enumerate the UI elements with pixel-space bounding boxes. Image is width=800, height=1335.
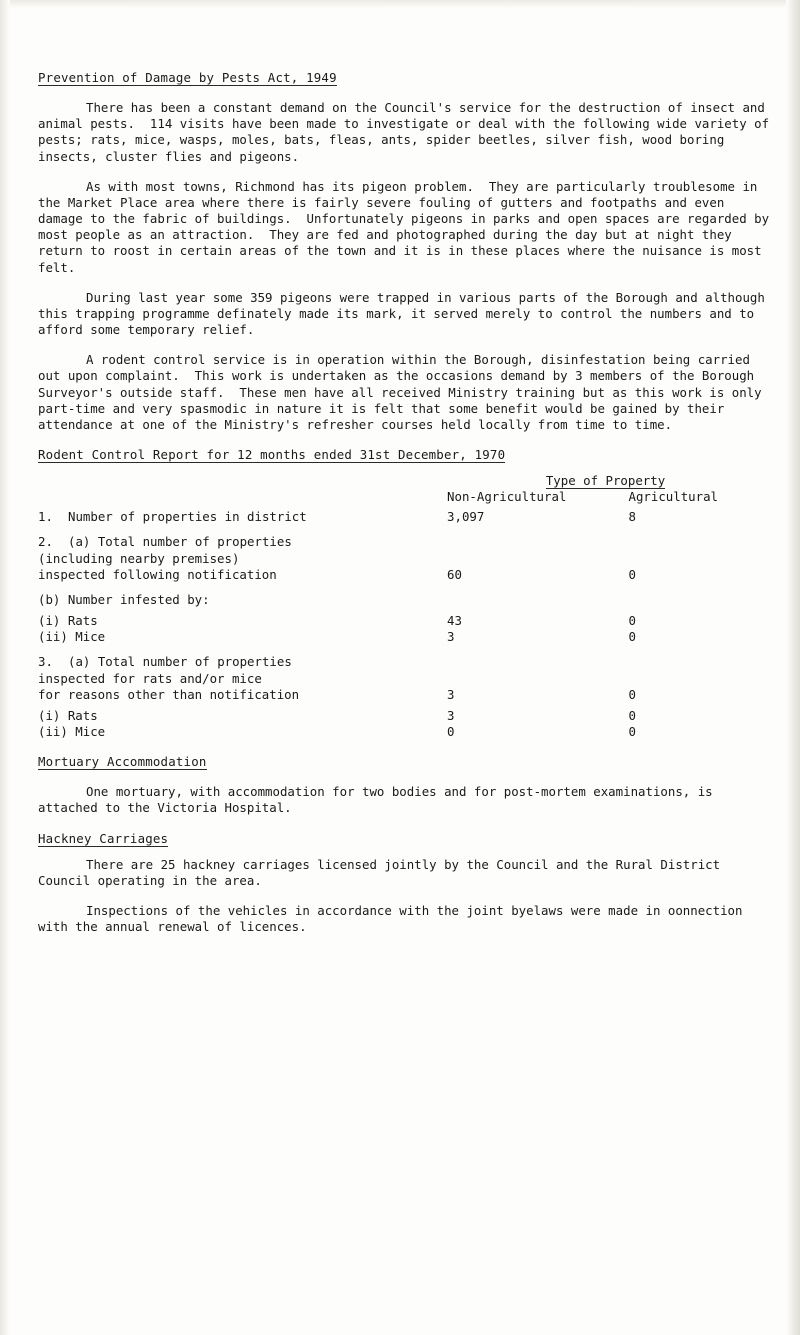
table-row-continuation <box>38 687 770 703</box>
table-header-agricultural: Agricultural <box>628 489 719 505</box>
table-row <box>38 708 770 724</box>
section-heading-mortuary-row <box>38 754 770 770</box>
table-row <box>38 724 770 740</box>
table-cell-label-line3: for reasons other than notification <box>38 686 300 702</box>
table-spacer-row <box>38 583 770 592</box>
table-row-index: 1. <box>38 509 53 525</box>
table-header-non-agricultural: Non-Agricultural <box>447 489 567 505</box>
table-row-label: (a) Total number of properties <box>68 534 292 550</box>
table-cell-non-agricultural: 43 <box>447 613 462 629</box>
table-header-blank <box>38 473 441 489</box>
table-cell-agricultural-blank <box>589 534 771 550</box>
table-cell-non-agricultural-blank <box>441 534 588 550</box>
table-cell-non-agricultural: 0 <box>447 724 455 739</box>
table-header-columns-row <box>38 489 770 504</box>
table-header-blank-2 <box>38 489 441 504</box>
table-row-index: 3. <box>38 654 53 670</box>
table-cell-label: (i) Rats <box>38 707 98 723</box>
table-cell-agricultural: 0 <box>628 686 636 702</box>
rodent-control-table-wrap <box>38 473 770 740</box>
table-row-label: (a) Total number of properties <box>68 654 292 670</box>
table-cell-agricultural: 0 <box>628 724 636 739</box>
paragraph-vehicle-inspections: Inspections of the vehicles in accordance with the joint byelaws were made in oonnection with the annual renewal of licences. <box>38 903 750 935</box>
rodent-control-table <box>38 473 770 740</box>
table-spacer-row <box>38 525 770 534</box>
table-cell-agricultural: 0 <box>628 629 636 645</box>
table-row-continuation <box>38 551 770 567</box>
table-cell-non-agricultural: 3,097 <box>447 509 485 525</box>
page-top-edge-shading <box>0 0 800 8</box>
table-cell-label: (b) Number infested by: <box>38 591 210 607</box>
table-cell-agricultural: 0 <box>628 566 636 582</box>
table-cell-label-line2: inspected for rats and/or mice <box>38 670 262 686</box>
section-heading-hackney-row <box>38 831 770 847</box>
section-heading-hackney-carriages: Hackney Carriages <box>38 830 169 846</box>
table-spacer-row <box>38 645 770 654</box>
paragraph-rodent-control-service: A rodent control service is in operation within the Borough, disinfestation being carried out upon complaint. This work is undertaken as the occasions demand by 3 members of the Borough Surveyor's outside staff. These men have all received Ministry training but as this work is only part-time and very spasmodic in nature it is felt that some benefit would be gained by their attendance at one of the Ministry's refresher courses held locally from time to time. <box>38 352 770 432</box>
table-cell-agricultural: 0 <box>628 707 636 723</box>
table-cell-agricultural: 8 <box>628 509 636 525</box>
table-cell-non-agricultural: 60 <box>447 566 462 582</box>
page-left-edge-shading <box>0 0 10 1335</box>
paragraph-pest-service: There has been a constant demand on the Council's service for the destruction of insect and animal pests. 114 visits have been made to investigate or deal with the following wide variety of pests; rats, mice, wasps, moles, bats, fleas, ants, spider beetles, silver fish, wood boring insects, cluster flies and pigeons. <box>38 100 777 164</box>
table-row <box>38 613 770 629</box>
section-heading-mortuary: Mortuary Accommodation <box>38 754 207 770</box>
section-heading-rodent-report: Rodent Control Report for 12 months ended 31st December, 1970 <box>38 446 506 462</box>
table-cell-non-agricultural: 3 <box>447 707 455 723</box>
page-right-edge-shading <box>786 0 800 1335</box>
section-heading-pests-act-row <box>38 70 770 86</box>
table-cell-non-agricultural: 3 <box>447 629 455 645</box>
table-header-group-label: Type of Property <box>545 473 666 489</box>
table-cell-label <box>38 654 441 670</box>
document-body <box>38 70 777 935</box>
table-cell-agricultural: 0 <box>628 613 636 629</box>
table-header-group-row <box>38 473 770 489</box>
paragraph-pigeon-trapping: During last year some 359 pigeons were trapped in various parts of the Borough and although this trapping programme definately made its mark, it served merely to control the numbers and to afford some temporary relief. <box>38 289 773 338</box>
section-heading-pests-act: Prevention of Damage by Pests Act, 1949 <box>38 70 337 85</box>
table-row <box>38 654 770 670</box>
table-row-label: Number of properties in district <box>68 509 307 525</box>
table-row <box>38 629 770 645</box>
table-row-continuation <box>38 567 770 583</box>
table-row <box>38 592 770 608</box>
table-row <box>38 534 770 550</box>
table-row <box>38 509 770 525</box>
table-cell-label: (ii) Mice <box>38 724 106 739</box>
table-cell-label-line2: (including nearby premises) <box>38 550 240 566</box>
table-row-continuation <box>38 671 770 687</box>
table-header-group-cell <box>441 473 770 489</box>
table-cell-label <box>38 509 441 525</box>
table-cell-label <box>38 534 441 550</box>
table-cell-non-agricultural: 3 <box>447 686 455 702</box>
paragraph-pigeon-problem: As with most towns, Richmond has its pigeon problem. They are particularly troublesome in the Market Place area where there is fairly severe fouling of gutters and footpaths and even damage to the fabric of buildings. Unfortunately pigeons in parks and open spaces are regarded by most people as an attraction. They are fed and photographed during the day but at night they return to roost in certain areas of the town and it is in these places where the nuisance is most felt. <box>38 178 777 275</box>
table-cell-label: (ii) Mice <box>38 629 106 645</box>
paragraph-hackney-licences: There are 25 hackney carriages licensed jointly by the Council and the Rural District Council operating in the area. <box>38 856 728 888</box>
table-cell-label: (i) Rats <box>38 613 98 629</box>
table-row-index: 2. <box>38 534 53 550</box>
table-cell-label-line3: inspected following notification <box>38 566 277 582</box>
section-heading-rodent-report-row <box>38 447 770 463</box>
paragraph-mortuary: One mortuary, with accommodation for two bodies and for post-mortem examinations, is attached to the Victoria Hospital. <box>38 784 721 816</box>
